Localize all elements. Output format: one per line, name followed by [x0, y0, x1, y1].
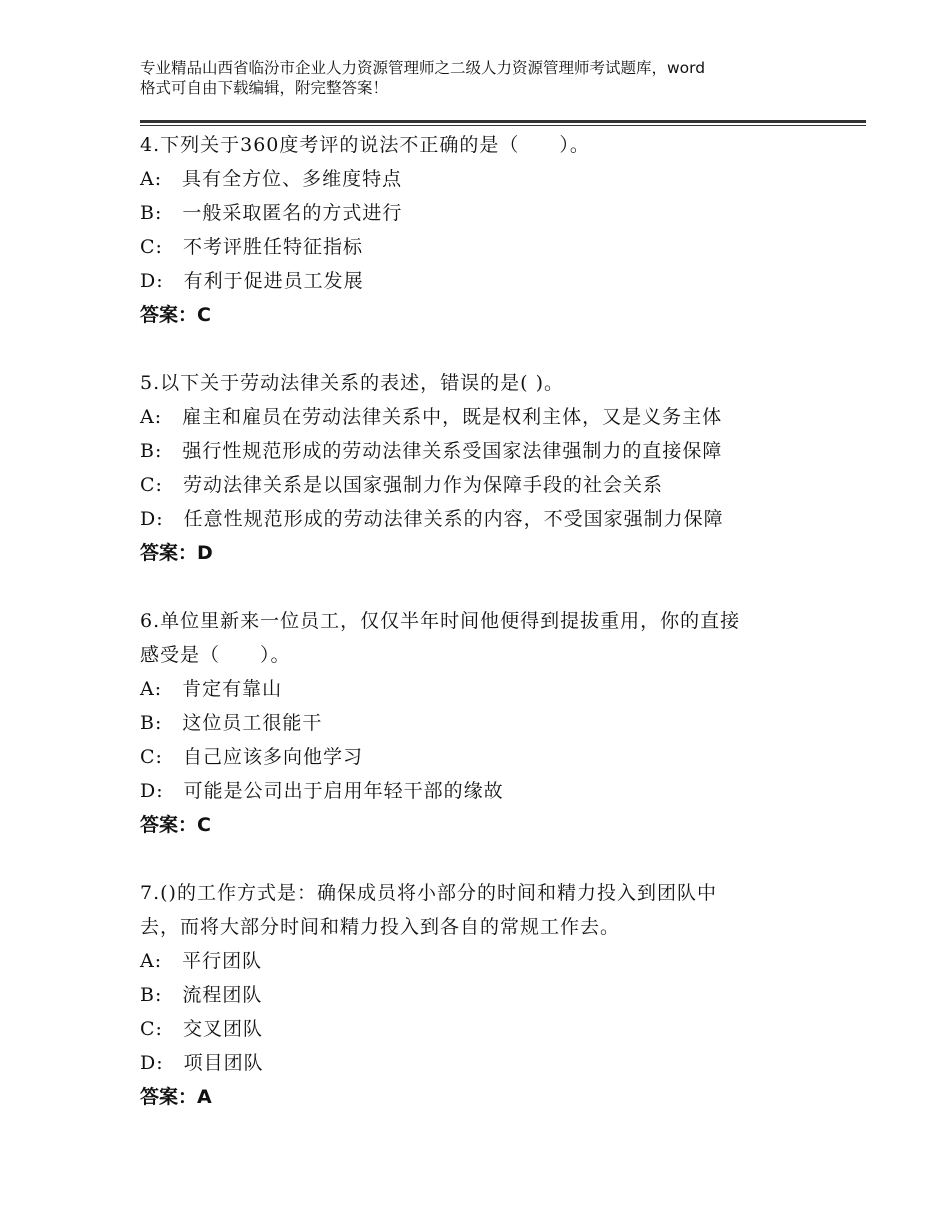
answer: 答案：C [140, 304, 211, 326]
option-b: B: 这位员工很能干 [140, 712, 323, 734]
answer: 答案：D [140, 542, 213, 564]
header-rule-thick [140, 120, 866, 123]
question-stem: 7.()的工作方式是：确保成员将小部分的时间和精力投入到团队中 [140, 882, 717, 904]
option-c: C: 不考评胜任特征指标 [140, 236, 363, 258]
option-b: B: 一般采取匿名的方式进行 [140, 202, 403, 224]
header-line-2: 格式可自由下载编辑，附完整答案！ [140, 79, 389, 97]
document-header [140, 58, 840, 98]
question-stem: 6.单位里新来一位员工，仅仅半年时间他便得到提拔重用，你的直接 [140, 610, 741, 632]
question-5 [140, 366, 830, 570]
answer: 答案：A [140, 1086, 212, 1108]
header-line-1: 专业精品山西省临汾市企业人力资源管理师之二级人力资源管理师考试题库，word [140, 59, 706, 77]
spacer [140, 332, 830, 366]
option-d: D: 有利于促进员工发展 [140, 270, 364, 292]
option-c: C: 自己应该多向他学习 [140, 746, 363, 768]
header-rule-thin [140, 125, 866, 126]
option-d: D: 可能是公司出于启用年轻干部的缘故 [140, 780, 504, 802]
question-stem: 5.以下关于劳动法律关系的表述，错误的是( )。 [140, 372, 564, 394]
option-d: D: 项目团队 [140, 1052, 264, 1074]
option-c: C: 劳动法律关系是以国家强制力作为保障手段的社会关系 [140, 474, 663, 496]
answer: 答案：C [140, 814, 211, 836]
question-stem-continued: 感受是（ ）。 [140, 644, 291, 666]
option-c: C: 交叉团队 [140, 1018, 263, 1040]
option-a: A: 平行团队 [140, 950, 263, 972]
option-b: B: 强行性规范形成的劳动法律关系受国家法律强制力的直接保障 [140, 440, 723, 462]
spacer [140, 570, 830, 604]
option-d: D: 任意性规范形成的劳动法律关系的内容，不受国家强制力保障 [140, 508, 724, 530]
option-a: A: 肯定有靠山 [140, 678, 283, 700]
option-a: A: 具有全方位、多维度特点 [140, 168, 403, 190]
question-stem-continued: 去，而将大部分时间和精力投入到各自的常规工作去。 [140, 916, 621, 938]
question-6 [140, 604, 830, 842]
question-7 [140, 876, 830, 1114]
question-list [140, 128, 830, 1114]
question-stem: 4.下列关于360度考评的说法不正确的是（ ）。 [140, 134, 590, 156]
question-4 [140, 128, 830, 332]
option-b: B: 流程团队 [140, 984, 263, 1006]
spacer [140, 842, 830, 876]
option-a: A: 雇主和雇员在劳动法律关系中，既是权利主体，又是义务主体 [140, 406, 723, 428]
